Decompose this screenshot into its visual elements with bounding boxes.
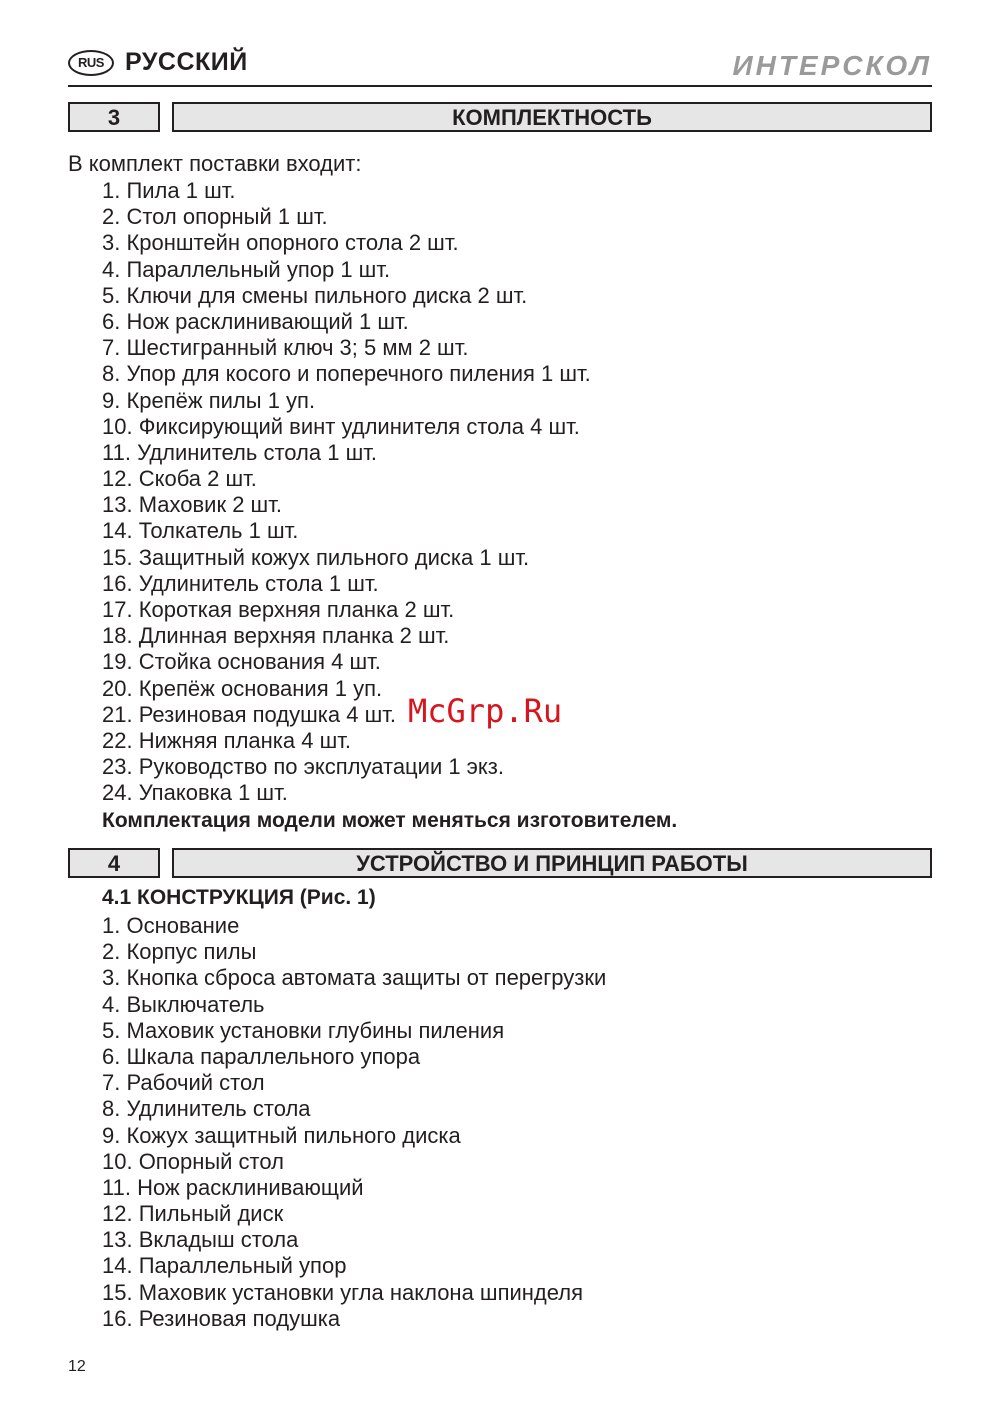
section-4-number: 4 [68,848,160,878]
list-item: 5. Ключи для смены пильного диска 2 шт. [102,282,528,308]
list-item: 15. Защитный кожух пильного диска 1 шт. [102,544,530,570]
list-item: 22. Нижняя планка 4 шт. [102,727,352,753]
list-item: 10. Опорный стол [102,1148,284,1174]
list-item: 1. Основание [102,913,240,938]
language-title: РУССКИЙ [125,48,248,76]
brand-logo: ИНТЕРСКОЛ [732,50,932,81]
list-item: 3. Кнопка сброса автомата защиты от перегрузки [102,965,607,991]
list-item: 12. Скоба 2 шт. [102,466,257,492]
list-item: 7. Шестигранный ключ 3; 5 мм 2 шт. [102,335,469,361]
list-item: 13. Вкладыш стола [102,1227,299,1253]
list-item: 5. Маховик установки глубины пиления [102,1017,505,1043]
list-item: 4. Параллельный упор 1 шт. [102,256,391,282]
list-item: 3. Кронштейн опорного стола 2 шт. [102,230,459,256]
list-item: 21. Резиновая подушка 4 шт. [102,701,396,727]
list-item: 16. Резиновая подушка [102,1305,341,1331]
section-3-number: 3 [68,102,160,132]
list-item: 11. Нож расклинивающий [102,1174,364,1200]
list-item: 19. Стойка основания 4 шт. [102,649,381,675]
list-item: 23. Руководство по эксплуатации 1 экз. [102,754,504,780]
list-item: 15. Маховик установки угла наклона шпинделя [102,1279,584,1305]
construction-parts-list [102,913,606,1332]
section-4-title: УСТРОЙСТВО И ПРИНЦИП РАБОТЫ [172,848,932,878]
construction-subheading: 4.1 КОНСТРУКЦИЯ (Рис. 1) [102,886,376,909]
list-item: 16. Удлинитель стола 1 шт. [102,570,379,596]
section-4-header [68,848,932,878]
header-divider [68,85,932,87]
list-item: 24. Упаковка 1 шт. [102,780,288,806]
list-item: 12. Пильный диск [102,1201,284,1227]
page-number: 12 [68,1358,86,1375]
manufacturer-note: Комплектация модели может меняться изготовителем. [102,809,678,832]
list-item: 14. Толкатель 1 шт. [102,518,299,544]
list-item: 4. Выключатель [102,991,265,1017]
list-item: 7. Рабочий стол [102,1070,265,1096]
list-item: 6. Шкала параллельного упора [102,1043,421,1069]
list-item: 2. Корпус пилы [102,939,257,965]
list-item: 17. Короткая верхняя планка 2 шт. [102,597,455,622]
section-3-title: КОМПЛЕКТНОСТЬ [172,102,932,132]
list-item: 8. Упор для косого и поперечного пиления 1 шт. [102,361,591,387]
list-item: 9. Крепёж пилы 1 уп. [102,387,316,413]
list-item: 13. Маховик 2 шт. [102,492,282,518]
section-3-intro: В комплект поставки входит: [68,151,362,176]
list-item: 20. Крепёж основания 1 уп. [102,675,383,701]
section-3-header [68,102,932,132]
list-item: 11. Удлинитель стола 1 шт. [102,439,377,465]
list-item: 8. Удлинитель стола [102,1096,311,1122]
language-badge: RUS [68,50,114,76]
list-item: 1. Пила 1 шт. [102,178,236,203]
list-item: 10. Фиксирующий винт удлинителя стола 4 шт. [102,413,580,439]
list-item: 14. Параллельный упор [102,1253,347,1279]
list-item: 9. Кожух защитный пильного диска [102,1122,461,1148]
watermark: McGrp.Ru [408,692,563,730]
list-item: 2. Стол опорный 1 шт. [102,204,328,230]
page-header [68,46,932,86]
list-item: 6. Нож расклинивающий 1 шт. [102,308,409,334]
list-item: 18. Длинная верхняя планка 2 шт. [102,623,450,649]
